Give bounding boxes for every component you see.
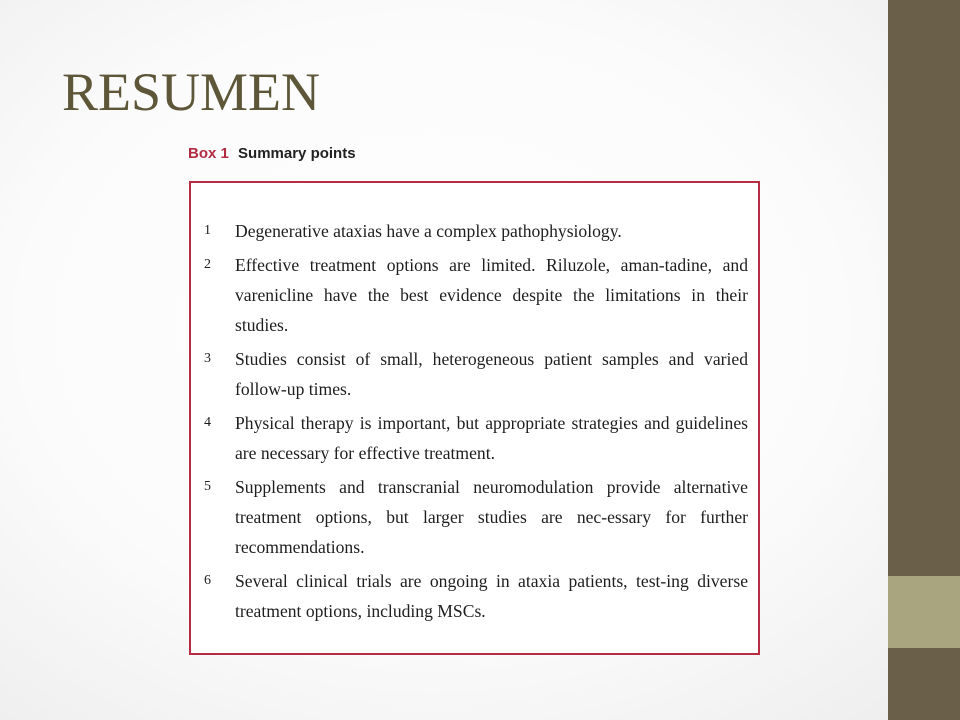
- point-text: Several clinical trials are ongoing in ataxia patients, test-ing diverse treatment options, including MSCs.: [235, 571, 748, 621]
- point-number: 2: [204, 257, 211, 272]
- point-text: Studies consist of small, heterogeneous patient samples and varied follow-up times.: [235, 349, 748, 399]
- summary-point-2: [203, 250, 748, 340]
- summary-point-6: [203, 566, 748, 626]
- box-heading: [188, 143, 356, 165]
- point-text: Physical therapy is important, but appropriate strategies and guidelines are necessary for effective treatment.: [235, 413, 748, 463]
- point-number: 5: [204, 479, 211, 494]
- summary-point-5: [203, 472, 748, 562]
- point-text: Supplements and transcranial neuromodulation provide alternative treatment options, but larger studies are nec-essary for further recommendations.: [235, 477, 748, 557]
- summary-point-1: [203, 216, 748, 246]
- point-number: 6: [204, 573, 211, 588]
- point-number: 4: [204, 415, 211, 430]
- summary-point-3: [203, 344, 748, 404]
- box-label: Box 1: [188, 145, 229, 162]
- slide-title: RESUMEN: [62, 62, 321, 122]
- point-text: Degenerative ataxias have a complex pathophysiology.: [235, 221, 622, 241]
- summary-point-4: [203, 408, 748, 468]
- summary-points-list: [203, 216, 748, 626]
- box-title: Summary points: [238, 145, 356, 162]
- point-number: 1: [204, 223, 211, 238]
- point-text: Effective treatment options are limited. Riluzole, aman-tadine, and varenicline have the best evidence despite the limitations in their studies.: [235, 255, 748, 335]
- point-number: 3: [204, 351, 211, 366]
- side-bar-accent: [888, 576, 960, 648]
